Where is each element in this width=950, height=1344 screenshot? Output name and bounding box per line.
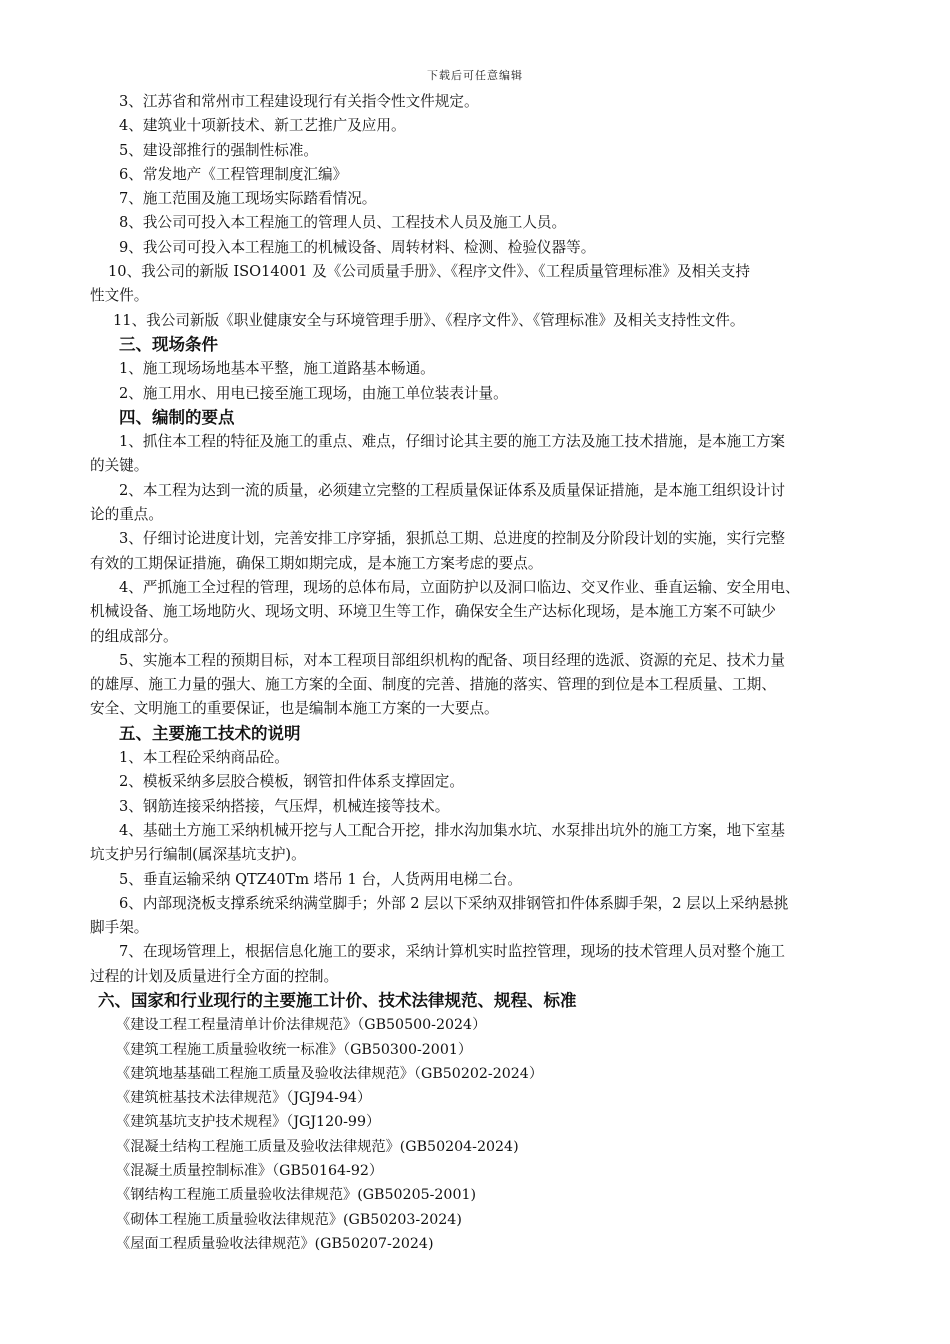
standard-item: 《建设工程工程量清单计价法律规范》（GB50500-2024） (116, 1017, 487, 1034)
list-item: 8、我公司可投入本工程施工的管理人员、工程技术人员及施工人员。 (119, 214, 567, 232)
standards-list (90, 1013, 910, 1256)
paragraph-line: 的雄厚、施工力量的强大、施工方案的全面、制度的完善、措施的落实、管理的到位是本工程质量、工期、 (90, 676, 776, 694)
list-item: 9、我公司可投入本工程施工的机械设备、周转材料、检测、检验仪器等。 (119, 238, 596, 256)
standard-item: 《建筑桩基技术法律规范》（JGJ94-94） (116, 1090, 372, 1107)
paragraph-line: 3、仔细讨论进度计划，完善安排工序穿插，狠抓总工期、总进度的控制及分阶段计划的实施，实行完整 (119, 530, 786, 548)
list-item: 4、建筑业十项新技术、新工艺推广及应用。 (119, 117, 406, 135)
document-body (90, 90, 910, 1256)
list-item-continuation: 过程的计划及质量进行全方面的控制。 (90, 967, 339, 985)
list-item: 6、内部现浇板支撑系统采纳满堂脚手；外部 2 层以下采纳双排钢管扣件体系脚手架，2 层以上采纳悬挑 (119, 894, 789, 912)
paragraph-line: 的关键。 (90, 457, 149, 475)
paragraph-line: 有效的工期保证措施，确保工期如期完成，是本施工方案考虑的要点。 (90, 554, 543, 572)
list-item: 5、垂直运输采纳 QTZ40Tm 塔吊 1 台，人货两用电梯二台。 (119, 870, 522, 888)
basis-list (90, 90, 910, 333)
list-item: 5、建设部推行的强制性标准。 (119, 141, 319, 159)
technology-list (90, 746, 910, 989)
list-item: 2、模板采纳多层胶合模板，钢管扣件体系支撑固定。 (119, 773, 464, 791)
paragraph-line: 1、抓住本工程的特征及施工的重点、难点，仔细讨论其主要的施工方法及施工技术措施，是本施工方案 (119, 433, 786, 451)
standard-item: 《建筑工程施工质量验收统一标准》（GB50300-2001） (116, 1041, 473, 1058)
list-item: 11、我公司新版《职业健康安全与环境管理手册》、《程序文件》、《管理标准》及相关支持性文件。 (113, 311, 745, 329)
list-item: 2、施工用水、用电已接至施工现场，由施工单位装表计量。 (119, 384, 508, 402)
standard-item: 《钢结构工程施工质量验收法律规范》(GB50205-2001) (116, 1187, 477, 1204)
paragraph-line: 机械设备、施工场地防火、现场文明、环境卫生等工作，确保安全生产达标化现场，是本施工方案不可缺少 (90, 603, 776, 621)
section-heading: 五、主要施工技术的说明 (119, 723, 301, 743)
standard-item: 《屋面工程质量验收法律规范》(GB50207-2024) (116, 1235, 434, 1252)
list-item: 1、本工程砼采纳商品砼。 (119, 749, 289, 767)
section-heading: 四、编制的要点 (119, 407, 235, 427)
list-item: 4、基础土方施工采纳机械开挖与人工配合开挖，排水沟加集水坑、水泵排出坑外的施工方案，地下室基 (119, 821, 786, 839)
list-item: 6、常发地产《工程管理制度汇编》 (119, 165, 348, 183)
list-item: 1、施工现场场地基本平整，施工道路基本畅通。 (119, 360, 435, 378)
list-item-continuation: 坑支护另行编制(属深基坑支护)。 (90, 846, 306, 864)
site-conditions-list (90, 357, 910, 406)
section-heading: 三、现场条件 (119, 334, 218, 354)
list-item: 3、钢筋连接采纳搭接，气压焊，机械连接等技术。 (119, 797, 450, 815)
list-item-continuation: 脚手架。 (90, 919, 149, 937)
list-item: 3、江苏省和常州市工程建设现行有关指令性文件规定。 (119, 93, 479, 110)
paragraph-line: 4、严抓施工全过程的管理，现场的总体布局，立面防护以及洞口临边、交叉作业、垂直运输、安全用电、 (119, 578, 800, 596)
section-heading: 六、国家和行业现行的主要施工计价、技术法律规范、规程、标准 (98, 990, 577, 1010)
paragraph-line: 的组成部分。 (90, 627, 178, 645)
paragraph-line: 2、本工程为达到一流的质量，必须建立完整的工程质量保证体系及质量保证措施，是本施工组织设计讨 (119, 481, 786, 499)
paragraph-line: 论的重点。 (90, 506, 163, 524)
list-item: 7、在现场管理上，根据信息化施工的要求，采纳计算机实时监控管理，现场的技术管理人员对整个施工 (119, 943, 786, 961)
list-item-continuation: 性文件。 (90, 287, 149, 305)
standard-item: 《建筑基坑支护技术规程》（JGJ120-99） (116, 1114, 381, 1131)
standard-item: 《建筑地基基础工程施工质量及验收法律规范》（GB50202-2024） (116, 1065, 544, 1082)
standard-item: 《混凝土质量控制标准》（GB50164-92） (116, 1163, 384, 1180)
standard-item: 《混凝土结构工程施工质量及验收法律规范》(GB50204-2024) (116, 1138, 519, 1155)
key-points-list (90, 430, 910, 722)
page-header: 下载后可任意编辑 (427, 69, 523, 82)
list-item: 7、施工范围及施工现场实际踏看情况。 (119, 190, 377, 208)
paragraph-line: 5、实施本工程的预期目标，对本工程项目部组织机构的配备、项目经理的选派、资源的充足、技术力量 (119, 651, 786, 669)
paragraph-line: 安全、文明施工的重要保证，也是编制本施工方案的一大要点。 (90, 700, 499, 718)
list-item: 10、我公司的新版 ISO14001 及《公司质量手册》、《程序文件》、《工程质量管理标准》及相关支持 (108, 263, 750, 281)
standard-item: 《砌体工程施工质量验收法律规范》(GB50203-2024) (116, 1211, 462, 1228)
